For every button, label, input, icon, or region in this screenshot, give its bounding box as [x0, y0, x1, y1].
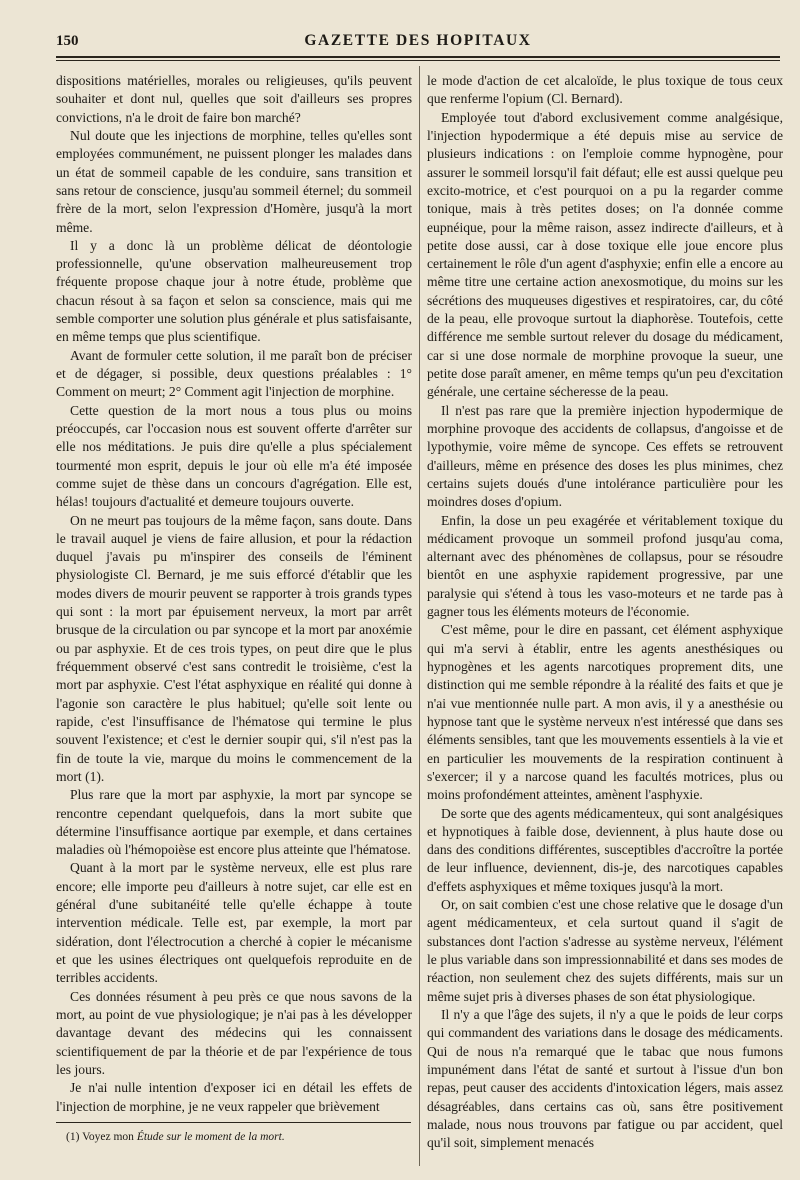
page-header — [56, 30, 780, 54]
paragraph: Ces données résument à peu près ce que nous savons de la mort, au point de vue physiologique; je n'ai pas à les développer davantage devant des médecins qui les connaissent scientifiquement de par la théorie et de par l'expérience de tous les jours. — [56, 988, 412, 1077]
paragraph: Quant à la mort par le système nerveux, elle est plus rare encore; elle importe peu d'ailleurs à notre sujet, car elle est en général d'une subitanéité telle qu'elle échappe à toute intervention médicale. Telle est, par exemple, la mort par sidération, dont l'électrocution a cherché à copier le mécanisme et que les usines électriques ont quelquefois reproduite en de terribles accidents. — [56, 860, 412, 986]
paragraph: Nul doute que les injections de morphine, telles qu'elles sont employées communément, ne puissent plonger les malades dans un état de sommeil capable de les conduire, sans transition et sans retour de conscience, jusqu'au sommeil éternel; du sommeil frère de la mort, selon l'expression d'Homère, jusqu'à la mort même. — [56, 127, 412, 235]
paragraph: Enfin, la dose un peu exagérée et véritablement toxique du médicament provoque un sommeil profond jusqu'au coma, alternant avec des phénomènes de collapsus, pour se résoudre bientôt en une asphyxie rapidement progressive, par une paralysie qui s'étend à tous les vaso-moteurs et ne tarde pas à gagner tous les éléments moteurs de l'économie. — [427, 512, 783, 620]
paragraph: Avant de formuler cette solution, il me paraît bon de préciser et de dégager, si possible, deux questions préalables : 1° Comment on meurt; 2° Comment agit l'injection de morphine. — [56, 347, 412, 400]
paragraph: Employée tout d'abord exclusivement comme analgésique, l'injection hypodermique a été depuis mise au service de plusieurs indications : on l'emploie comme hypnogène, pour assurer le sommeil lorsqu'il fait défaut; elle est aussi quelque peu excito-motrice, et c'est pourquoi on a pu la regarder comme tonique, mais à très petites doses; on l'a donnée comme eupnéique, pour la même raison, assez indirecte d'ailleurs, et à petite dose aussi, car à dose toxique elle joue encore plus certainement le rôle d'un agent d'asphyxie; enfin elle a encore au même titre une certaine action anexosmotique, du moins sur les sécrétions des muqueuses digestives et respiratoires, car, du côté de la peau, elle provoque surtout la diaphorèse. Toutefois, cette différence me semble surtout relever du dosage du médicament, car si une dose normale de morphine provoque la sueur, une petite dose paraît amener, en même temps qu'un peu d'excitation générale, une certaine sécheresse de la peau. — [427, 109, 783, 400]
journal-title: GAZETTE DES HOPITAUX — [304, 32, 532, 49]
paragraph: dispositions matérielles, morales ou religieuses, qu'ils peuvent souhaiter et dont nul, quelles que soit d'ailleurs ses propres convictions, n'a le droit de faire bon marché? — [56, 73, 412, 125]
footnote — [66, 1130, 411, 1144]
column-divider — [419, 66, 420, 1166]
footnote-rule — [56, 1122, 411, 1123]
paragraph: Il n'est pas rare que la première injection hypodermique de morphine provoque des accidents de collapsus, d'angoisse et de lypothymie, voire même de syncope. Ces effets se retrouvent d'ailleurs, même en présence des doses les plus minimes, chez certains sujets doués d'une intolérance particulière pour les moindres doses d'opium. — [427, 402, 783, 510]
page-number: 150 — [56, 33, 79, 49]
right-column — [427, 72, 783, 1152]
footnote-prefix: (1) Voyez mon — [66, 1131, 137, 1143]
header-rule-thick — [56, 56, 780, 58]
paragraph: Plus rare que la mort par asphyxie, la mort par syncope se rencontre cependant quelquefois, dans la mort subite que détermine l'insuffisance aortique par exemple, et dans certaines maladies où l'hémopoièse est encore plus atteinte que l'hématose. — [56, 787, 412, 858]
left-column — [56, 72, 412, 1116]
paragraph: Cette question de la mort nous a tous plus ou moins préoccupés, car l'occasion nous est souvent offerte d'arrêter sur elle nos méditations. Je puis dire qu'elle a plus spécialement tourmenté mon esprit, depuis le jour où elle m'a été imposée comme sujet de thèse dans un concours d'agrégation. Elle est, hélas! toujours d'actualité et demeure toujours ouverte. — [56, 402, 412, 510]
paragraph: De sorte que des agents médicamenteux, qui sont analgésiques et hypnotiques à faible dose, deviennent, à plus haute dose ou dans des conditions différentes, susceptibles d'accroître la portée de leur influence, deviennent, dis-je, des narcotiques capables d'effets asphyxiques et même toxiques jusqu'à la mort. — [427, 805, 783, 894]
paragraph: Or, on sait combien c'est une chose relative que le dosage d'un agent médicamenteux, et cela surtout quand il s'agit de substances dont l'action s'adresse au système nerveux, l'élément le plus variable dans son impressionnabilité et dans ses modes de réaction, non seulement chez des sujets différents, mais sur un même sujet pris à diverses phases de son état physiologique. — [427, 897, 783, 1004]
paragraph: le mode d'action de cet alcaloïde, le plus toxique de tous ceux que renferme l'opium (Cl. Bernard). — [427, 73, 783, 107]
paragraph: On ne meurt pas toujours de la même façon, sans doute. Dans le travail auquel je viens de faire allusion, et pour la rédaction duquel j'avais pu m'inspirer des conseils de l'éminent physiologiste Cl. Bernard, je me suis efforcé d'établir que les modes divers de mourir peuvent se rapporter à trois grands types qui sont : la mort par épuisement nerveux, la mort par arrêt brusque de la circulation ou par syncope et la mort par anoxémie ou par asphyxie. Et de ces trois types, on peut dire que le plus fréquemment observé c'est sans contredit le troisième, c'est la mort par asphyxie. C'est l'état asphyxique en réalité qui donne à l'agonie son caractère le plus habituel; qu'elle soit lente ou rapide, c'est l'insuffisance de l'hématose qui termine le plus souvent l'existence; et c'est le dernier soupir qui, s'il n'est pas la fin de toute la vie, marque du moins le commencement de la mort (1). — [56, 512, 412, 784]
header-rule-thin — [56, 60, 780, 61]
paragraph: C'est même, pour le dire en passant, cet élément asphyxique qui m'a servi à établir, entre les agents anesthésiques ou hypnogènes et les agents narcotiques proprement dits, une distinction qui me semble répondre à la réalité des faits et que je n'ai vue mentionnée nulle part. A mon avis, il y a anesthésie ou hypnose tant que le système nerveux n'est intéressé que dans ses éléments sensibles, tant que les mouvements essentiels à la vie et en particulier les mouvements de la respiration continuent à s'exercer; il y a narcose quand les facultés motrices, plus ou moins profondément atteintes, amènent l'asphyxie. — [427, 622, 783, 803]
footnote-title: Étude sur le moment de la mort. — [136, 1131, 285, 1143]
paragraph: Je n'ai nulle intention d'exposer ici en détail les effets de l'injection de morphine, je ne veux rappeler que brièvement — [56, 1080, 412, 1114]
paragraph: Il n'y a que l'âge des sujets, il n'y a que le poids de leur corps qui commandent des variations dans le dosage des médicaments. Qui de nous n'a remarqué que le tabac que nous fumons impunément dans l'état de santé et surtout à l'issue d'un bon repas, peut causer des accidents d'intoxication légers, mais assez désagréables, dans certains cas où, sans être positivement malade, nous nous trouvons par fatigue ou par accident, quel qu'il soit, simplement menacés — [427, 1006, 783, 1151]
paragraph: Il y a donc là un problème délicat de déontologie professionnelle, qu'une observation malheureusement trop fréquente propose chaque jour à notre étude, problème que chacun résout à sa façon et selon sa conscience, mais qui me semble comporter une solution plus générale et plus satisfaisante, en même temps que plus scientifique. — [56, 237, 412, 345]
